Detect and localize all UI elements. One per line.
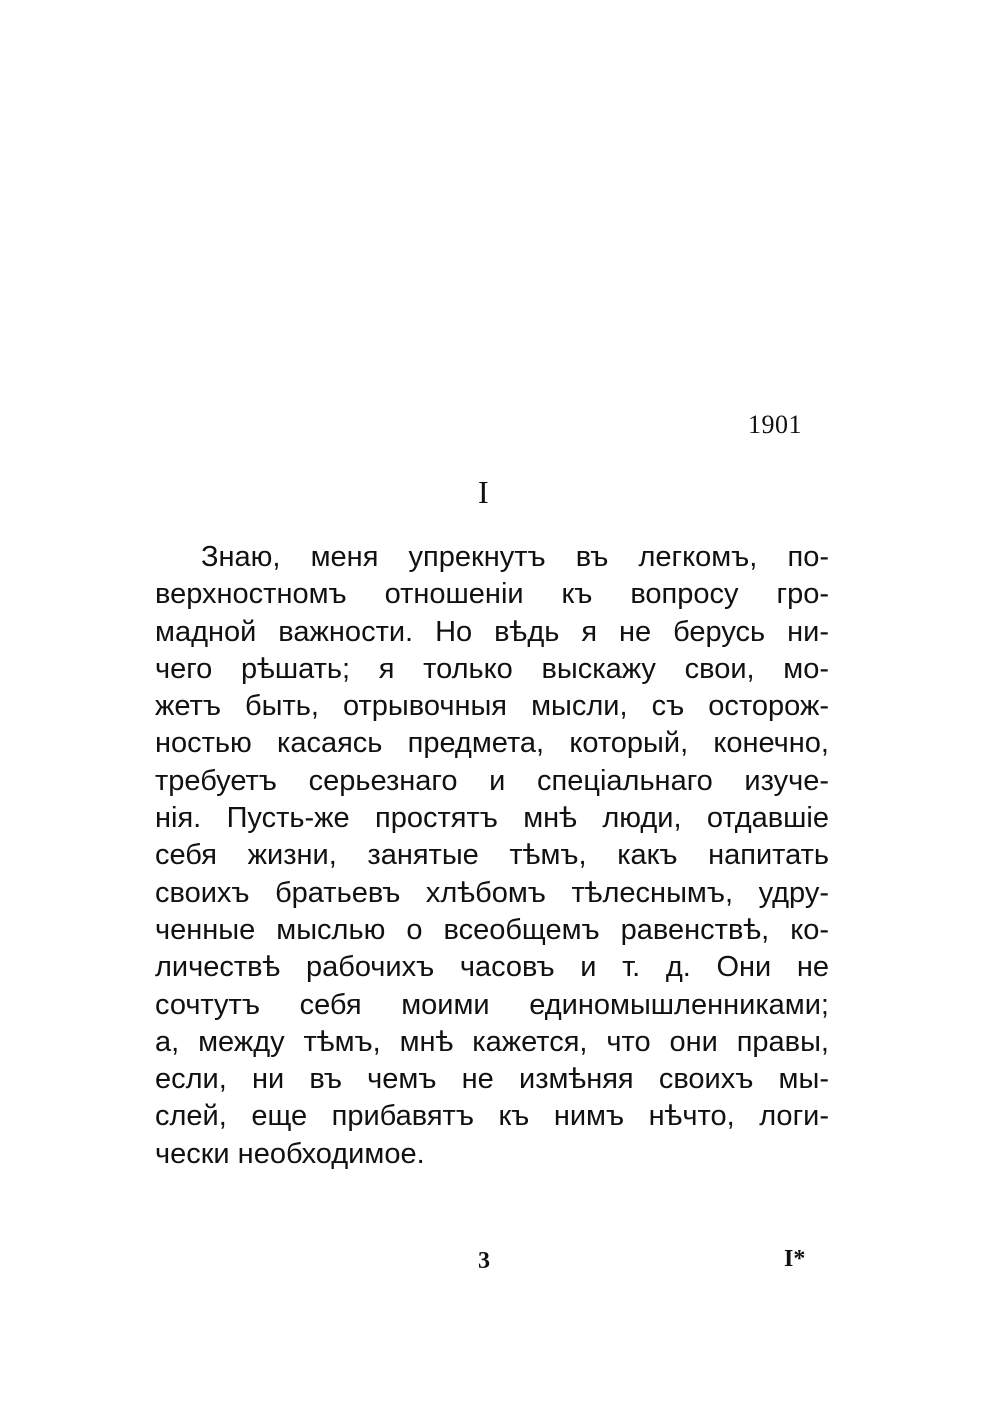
signature-mark: I* <box>784 1246 806 1272</box>
page-number: 3 <box>478 1248 490 1274</box>
chapter-number: I <box>478 474 489 510</box>
text-line: нiя. Пусть-же простятъ мнѣ люди, отдавшiе <box>155 802 829 835</box>
year-heading: 1901 <box>748 410 802 439</box>
text-line: себя жизни, занятые тѣмъ, какъ напитать <box>155 839 829 872</box>
body-text <box>155 539 829 1173</box>
text-line: требуетъ серьезнаго и спецiальнаго изуче- <box>155 764 829 797</box>
text-line: чески необходимое. <box>155 1137 425 1170</box>
text-line: Знаю, меня упрекнутъ въ легкомъ, по- <box>201 541 829 573</box>
text-line: слей, еще прибавятъ къ нимъ нѣчто, логи- <box>155 1100 829 1133</box>
text-line: сочтутъ себя моими единомышленниками; <box>155 988 829 1021</box>
text-line: если, ни въ чемъ не измѣняя своихъ мы- <box>155 1063 829 1096</box>
text-line: личествѣ рабочихъ часовъ и т. д. Они не <box>155 951 829 984</box>
text-line: ностью касаясь предмета, который, конечно, <box>155 727 829 760</box>
text-line: своихъ братьевъ хлѣбомъ тѣлеснымъ, удру- <box>155 876 829 909</box>
text-line: а, между тѣмъ, мнѣ кажется, что они правы, <box>155 1025 829 1058</box>
text-line: мадной важности. Но вѣдь я не берусь ни- <box>155 615 829 648</box>
text-line: ченные мыслью о всеобщемъ равенствѣ, ко- <box>155 913 829 946</box>
text-line: жетъ быть, отрывочныя мысли, съ осторож- <box>155 690 829 723</box>
text-line: чего рѣшать; я только выскажу свои, мо- <box>155 652 829 685</box>
text-line: верхностномъ отношенiи къ вопросу гро- <box>155 578 829 611</box>
